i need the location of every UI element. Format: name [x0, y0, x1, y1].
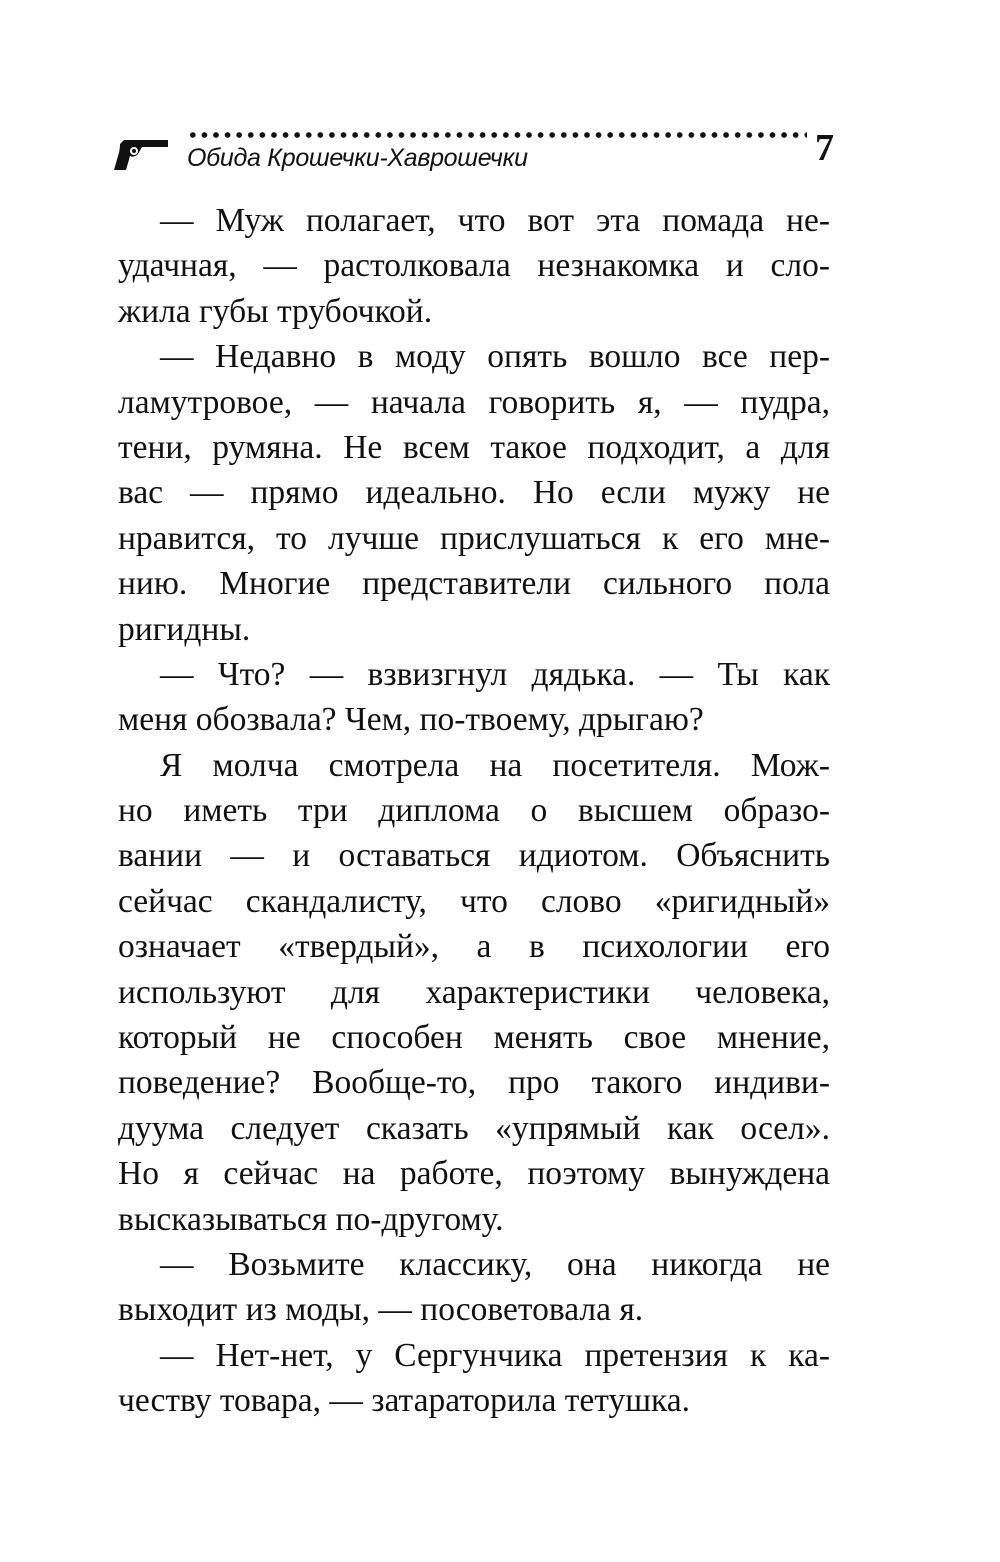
paragraph: [118, 198, 830, 334]
text-line: тени, румяна. Не всем такое подходит, а для: [118, 428, 830, 466]
text-line: Я молча смотрела на посетителя. Мож-: [160, 746, 830, 784]
text-line: ригидны.: [118, 610, 251, 648]
text-line: вании — и оставаться идиотом. Объяснить: [118, 837, 830, 875]
dotted-rule: [187, 128, 807, 142]
text-line: который не способен менять свое мнение,: [118, 1019, 830, 1057]
text-line: — Нет-нет, у Сергунчика претензия к ка-: [160, 1336, 830, 1374]
text-line: нию. Многие представители сильного пола: [118, 565, 830, 603]
text-line: используют для характеристики человека,: [118, 973, 830, 1011]
text-line: означает «твердый», а в психологии его: [118, 928, 830, 966]
text-line: — Что? — взвизгнул дядька. — Ты как: [160, 655, 830, 693]
paragraph: [118, 1242, 830, 1333]
text-line: высказываться по-другому.: [118, 1200, 504, 1238]
running-header: [112, 127, 834, 180]
running-title: Обида Крошечки-Хаврошечки: [187, 144, 528, 172]
paragraph: [118, 743, 830, 1242]
text-line: удачная, — растолковала незнакомка и сло-: [118, 247, 830, 285]
text-line: но иметь три диплома о высшем образо-: [118, 792, 830, 830]
paragraph: [118, 334, 830, 652]
text-line: выходит из моды, — посоветовала я.: [118, 1291, 644, 1329]
text-line: честву товара, — затараторила тетушка.: [118, 1382, 691, 1420]
body-text: [118, 198, 830, 1424]
text-line: жила губы трубочкой.: [118, 292, 433, 330]
paragraph: [118, 1333, 830, 1424]
text-line: меня обозвала? Чем, по-твоему, дрыгаю?: [118, 701, 704, 739]
text-line: — Муж полагает, что вот эта помада не-: [160, 202, 830, 239]
text-line: нравится, то лучше прислушаться к его мне-: [118, 519, 830, 557]
text-line: дуума следует сказать «упрямый как осел».: [118, 1109, 830, 1147]
revolver-icon: [112, 134, 172, 174]
text-line: поведение? Вообще-то, про такого индиви-: [118, 1064, 830, 1102]
paragraph: [118, 652, 830, 743]
text-line: Но я сейчас на работе, поэтому вынуждена: [118, 1155, 830, 1193]
text-line: вас — прямо идеально. Но если мужу не: [118, 474, 830, 512]
text-line: сейчас скандалисту, что слово «ригидный»: [118, 882, 830, 920]
page-number: 7: [815, 127, 834, 169]
text-line: ламутровое, — начала говорить я, — пудра,: [118, 383, 830, 421]
text-line: — Недавно в моду опять вошло все пер-: [160, 338, 830, 376]
text-line: — Возьмите классику, она никогда не: [160, 1245, 830, 1283]
